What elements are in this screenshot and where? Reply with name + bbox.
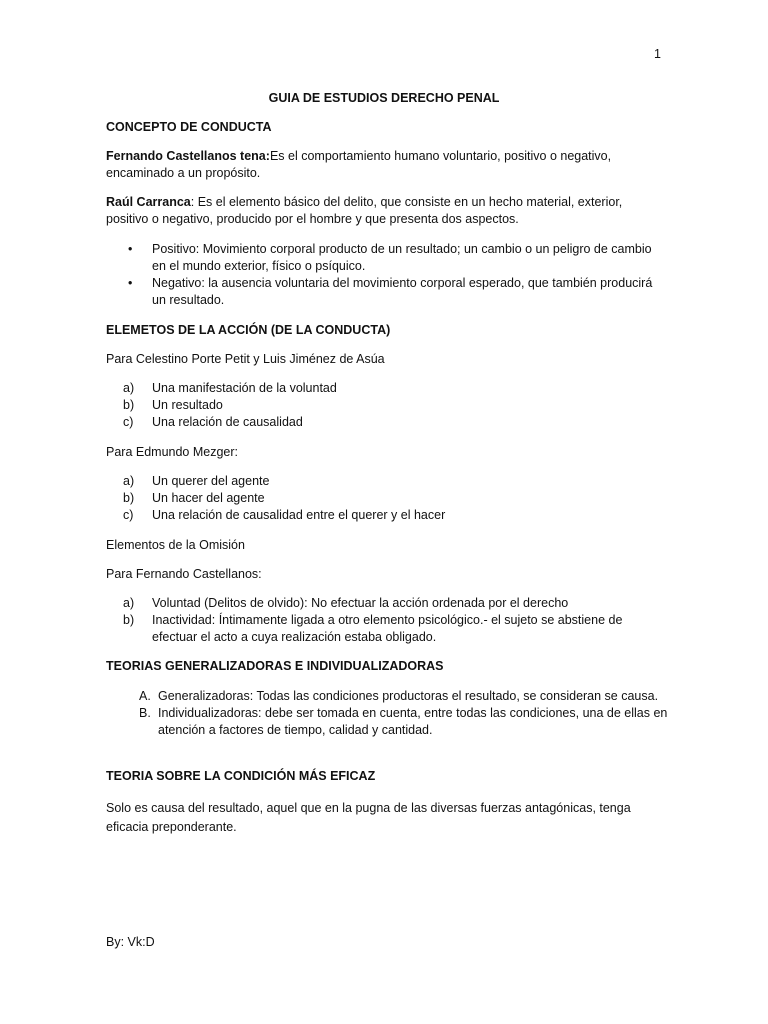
list-marker: b) [123,613,135,627]
porte-list [106,380,666,431]
list-item [106,414,666,431]
list-item [106,380,666,397]
list-item-text: Un querer del agente [152,474,270,488]
teorias-list [106,688,686,739]
list-item-text: Individualizadoras: debe ser tomada en cuenta, entre todas las condiciones, una de ellas en atención a factores de tiempo, calidad y cantidad. [158,706,668,737]
list-item [106,612,666,646]
footer-author: By: Vk:D [106,935,155,949]
list-item [106,473,666,490]
list-item [106,275,666,309]
list-marker: a) [123,596,135,610]
list-marker: a) [123,381,135,395]
list-item-text: Un resultado [152,398,223,412]
heading-concepto: CONCEPTO DE CONDUCTA [106,120,272,134]
list-item [106,490,666,507]
list-item-text: Inactividad: Íntimamente ligada a otro elemento psicológico.- el sujeto se abstiene de efectuar el acto a cuya realización estaba obligado. [152,613,623,644]
castellanos-lead: Fernando Castellanos tena: [106,149,270,163]
mezger-intro: Para Edmundo Mezger: [106,445,239,459]
paragraph-carranca [106,194,646,228]
list-item-text: Una manifestación de la voluntad [152,381,337,395]
list-item-text: Negativo: la ausencia voluntaria del movimiento corporal esperado, que también producirá un resultado. [152,276,653,307]
list-item [106,397,666,414]
heading-teorias: TEORIAS GENERALIZADORAS E INDIVIDUALIZADORAS [106,659,444,673]
castellanos-intro: Para Fernando Castellanos: [106,567,262,581]
list-marker: c) [123,508,134,522]
castellanos-list [106,595,666,646]
omision-intro: Elementos de la Omisión [106,538,245,552]
list-item [106,705,686,739]
list-item-text: Positivo: Movimiento corporal producto de un resultado; un cambio o un peligro de cambio en el mundo exterior, físico o psíquico. [152,242,652,273]
heading-eficaz: TEORIA SOBRE LA CONDICIÓN MÁS EFICAZ [106,769,376,783]
bullet-marker: • [128,242,133,256]
list-marker: b) [123,398,135,412]
carranca-lead: Raúl Carranca [106,195,191,209]
heading-elementos: ELEMETOS DE LA ACCIÓN (DE LA CONDUCTA) [106,323,391,337]
list-item [106,595,666,612]
list-item-text: Una relación de causalidad [152,415,303,429]
list-item-text: Generalizadoras: Todas las condiciones productoras el resultado, se consideran se causa. [158,689,659,703]
list-marker: c) [123,415,134,429]
paragraph-castellanos [106,148,646,182]
list-item [106,507,666,524]
list-item [106,241,666,275]
aspectos-list [106,241,666,309]
list-marker: a) [123,474,135,488]
list-marker: b) [123,491,135,505]
page-number: 1 [654,47,661,61]
list-item-text: Un hacer del agente [152,491,265,505]
mezger-list [106,473,666,524]
carranca-text: : Es el elemento básico del delito, que consiste en un hecho material, exterior, positivo o negativo, producido por el hombre y que presenta dos aspectos. [106,195,623,226]
list-item-text: Una relación de causalidad entre el querer y el hacer [152,508,446,522]
document-title: GUIA DE ESTUDIOS DERECHO PENAL [268,91,500,105]
castellanos-text: Es el comportamiento humano voluntario, positivo o negativo, encaminado a un propósito. [106,149,612,180]
porte-intro: Para Celestino Porte Petit y Luis Jiménez de Asúa [106,352,385,366]
bullet-marker: • [128,276,133,290]
list-marker: A. [139,689,151,703]
list-item-text: Voluntad (Delitos de olvido): No efectuar la acción ordenada por el derecho [152,596,569,610]
eficaz-text: Solo es causa del resultado, aquel que en la pugna de las diversas fuerzas antagónicas, tenga eficacia preponderante. [106,801,631,834]
list-marker: B. [139,706,151,720]
list-item [106,688,686,705]
